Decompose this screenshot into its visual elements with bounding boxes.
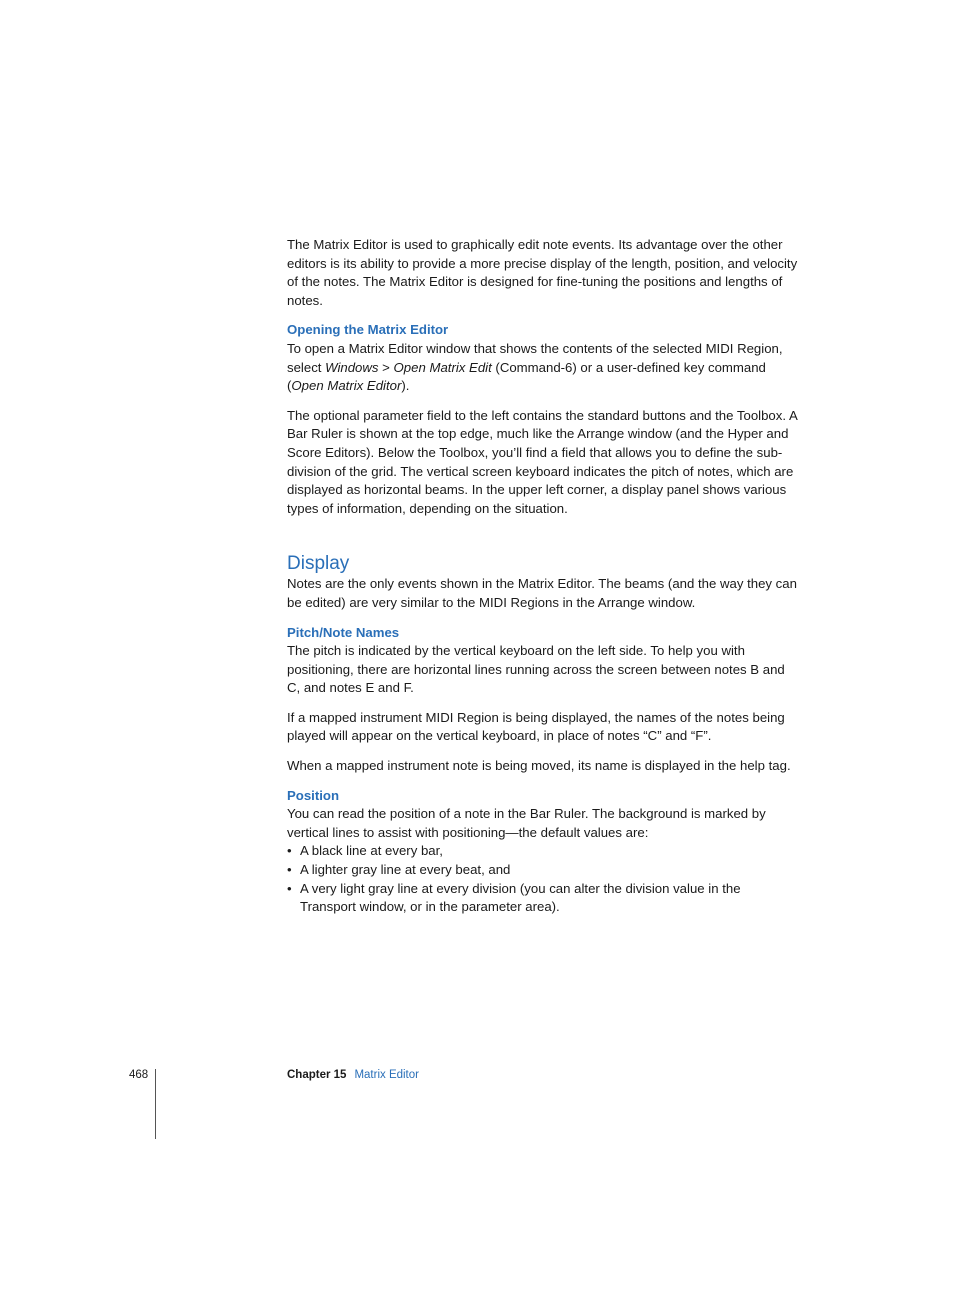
heading-pitch-note-names: Pitch/Note Names: [287, 624, 400, 640]
pitch-paragraph-1: The pitch is indicated by the vertical keyboard on the left side. To help you with positioning, there are horizontal lines running across the screen between notes B and C, and notes E and F.: [287, 643, 785, 696]
heading-position: Position: [287, 787, 340, 803]
list-item: [287, 880, 799, 917]
bullet: •: [287, 843, 292, 859]
chapter-label: Chapter 15: [287, 1069, 347, 1081]
intro-paragraph: The Matrix Editor is used to graphically edit note events. Its advantage over the other editors is its ability to provide a more precise display of the length, position, and velocity of the notes. The Matrix Editor is designed for fine-tuning the positions and lengths of notes.: [287, 237, 798, 308]
bullet: •: [287, 880, 292, 896]
page-number: 468: [129, 1069, 149, 1081]
page-body: [287, 236, 799, 917]
opening-paragraph-2: The optional parameter field to the left contains the standard buttons and the Toolbox. A Bar Ruler is shown at the top edge, much like the Arrange window (and the Hyper and Score Editors). Below the Toolbox, you’ll find a field that allows you to define the sub-division of the grid. The vertical screen keyboard indicates the pitch of notes, which are displayed as horizontal beams. In the upper left corner, a display panel shows various types of information, depending on the situation.: [287, 407, 798, 516]
text-span: To open a Matrix Editor window that shows the contents of the selected MIDI Region, select: [287, 340, 783, 375]
text-span: >: [378, 359, 394, 375]
text-span: (Command-6) or a user-defined key command (: [287, 359, 766, 394]
footer-divider: [155, 1069, 156, 1139]
menu-open-matrix-edit: Open Matrix Edit: [393, 359, 492, 375]
position-list: [287, 842, 799, 916]
heading-display: Display: [287, 553, 350, 575]
display-paragraph: Notes are the only events shown in the Matrix Editor. The beams (and the way they can be edited) are very similar to the MIDI Regions in the Arrange window.: [287, 576, 797, 610]
list-item-text: A lighter gray line at every beat, and: [300, 862, 511, 878]
list-item: [287, 842, 799, 861]
pitch-paragraph-3: When a mapped instrument note is being moved, its name is displayed in the help tag.: [287, 758, 791, 774]
opening-paragraph-1: [287, 340, 799, 396]
position-paragraph: You can read the position of a note in the Bar Ruler. The background is marked by vertical lines to assist with positioning—the default values are:: [287, 806, 766, 840]
heading-opening-matrix-editor: Opening the Matrix Editor: [287, 322, 449, 338]
list-item: [287, 861, 799, 880]
list-item-text: A black line at every bar,: [300, 843, 443, 859]
footer-chapter: [287, 1069, 419, 1081]
bullet: •: [287, 862, 292, 878]
text-span: ).: [401, 378, 410, 394]
command-open-matrix-editor: Open Matrix Editor: [291, 378, 402, 394]
chapter-title: Matrix Editor: [354, 1069, 419, 1081]
pitch-paragraph-2: If a mapped instrument MIDI Region is being displayed, the names of the notes being played will appear on the vertical keyboard, in place of notes “C” and “F”.: [287, 709, 785, 744]
list-item-text: A very light gray line at every division (you can alter the division value in the Transport window, or in the parameter area).: [300, 880, 741, 915]
menu-windows: Windows: [325, 359, 379, 375]
